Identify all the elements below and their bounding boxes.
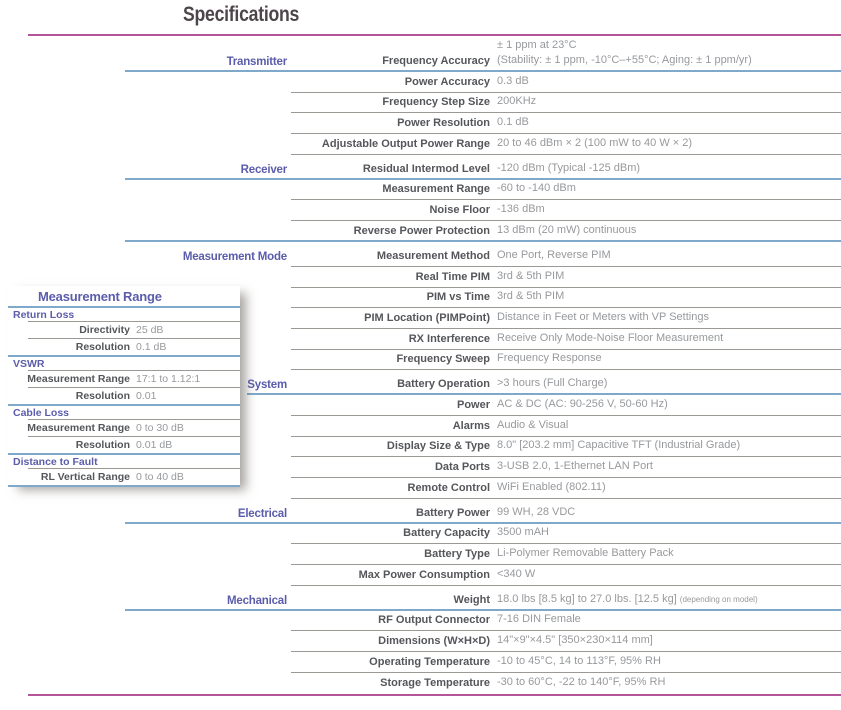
spec-row: [0, 499, 841, 524]
spec-row: [0, 200, 841, 221]
spec-row-value: [497, 612, 581, 627]
spec-value-line: -136 dBm: [497, 203, 545, 216]
spec-value-line: Audio & Visual: [497, 418, 569, 431]
spec-row-value: [497, 38, 752, 68]
bottom-divider: [28, 694, 841, 696]
spec-value-line: 99 WH, 28 VDC: [497, 505, 576, 518]
spec-value-line: AC & DC (AC: 90-256 V, 50-60 Hz): [497, 397, 668, 410]
section-label: Receiver: [240, 163, 287, 176]
spec-row: [0, 524, 841, 545]
panel-row: [8, 388, 240, 404]
spec-row-value: [497, 202, 545, 217]
panel-row-value: 0.01: [136, 390, 157, 402]
spec-row-label: Battery Type: [424, 548, 490, 561]
spec-row-label: Data Ports: [434, 461, 490, 473]
spec-row-value: [497, 592, 758, 607]
spec-value-line: ± 1 ppm at 23°C: [497, 39, 577, 51]
spec-row: [0, 611, 841, 632]
spec-row: [0, 155, 841, 180]
panel-row: [8, 437, 240, 453]
spec-row-value: [497, 633, 653, 648]
spec-value-line: 18.0 lbs [8.5 kg] to 27.0 lbs. [12.5 kg] (depending on model): [497, 592, 758, 605]
spec-row-value: [497, 269, 564, 284]
spec-row-value: [497, 397, 668, 412]
spec-value-line: -60 to -140 dBm: [497, 182, 576, 195]
spec-row-label: Power Resolution: [397, 117, 490, 130]
spec-value-line: <340 W: [497, 567, 536, 580]
spec-row-label: RX Interference: [408, 332, 490, 345]
panel-row: [8, 469, 240, 485]
spec-value-line: -10 to 45°C, 14 to 113°F, 95% RH: [497, 654, 661, 667]
spec-row-label: Noise Floor: [429, 204, 490, 217]
spec-row: [0, 72, 841, 93]
spec-row-label: Dimensions (W×H×D): [378, 635, 490, 648]
spec-row-label: Storage Temperature: [380, 676, 490, 689]
spec-row-label: Measurement Method: [376, 249, 490, 262]
spec-value-line: 3rd & 5th PIM: [497, 290, 565, 303]
spec-row-value: [497, 74, 529, 89]
spec-row-label: Battery Capacity: [403, 527, 490, 540]
panel-row-label: Resolution: [75, 390, 130, 402]
panel-row-value: 25 dB: [136, 324, 164, 336]
spec-row-label: RF Output Connector: [378, 614, 490, 627]
panel-row-label: Measurement Range: [27, 422, 130, 434]
spec-row: [0, 36, 841, 72]
spec-row: [0, 93, 841, 114]
spec-row-label: Remote Control: [407, 481, 490, 494]
spec-row-label: Power: [456, 398, 490, 411]
spec-row: [0, 221, 841, 242]
spec-row-label: Battery Power: [416, 506, 490, 519]
panel-row: [8, 420, 240, 436]
spec-value-line: 3-USB 2.0, 1-Ethernet LAN Port: [497, 460, 653, 472]
panel-row: [8, 371, 240, 387]
spec-value-line: Frequency Response: [497, 352, 602, 365]
measurement-range-panel: [8, 286, 240, 487]
spec-value-line: -120 dBm (Typical -125 dBm): [497, 161, 641, 174]
spec-row: [0, 586, 841, 611]
panel-row-label: Directivity: [79, 324, 130, 336]
spec-value-line: 20 to 46 dBm × 2 (100 mW to 40 W × 2): [497, 136, 693, 149]
spec-value-line: 3rd & 5th PIM: [497, 269, 565, 282]
panel-row: [8, 339, 240, 355]
spec-row-value: [497, 505, 575, 520]
spec-row-value: [497, 161, 640, 176]
spec-row-value: [497, 223, 636, 238]
spec-row-value: [497, 351, 602, 366]
spec-value-line: >3 hours (Full Charge): [497, 377, 608, 390]
panel-row-label: Resolution: [75, 341, 130, 353]
spec-row-value: [497, 136, 692, 151]
spec-row-value: [497, 654, 661, 669]
section-label: Electrical: [237, 507, 287, 520]
spec-row-value: [497, 459, 653, 474]
spec-row-value: [497, 376, 607, 391]
spec-value-line: (Stability: ± 1 ppm, -10°C–+55°C; Aging: ± 1 ppm/yr): [497, 54, 752, 66]
spec-row: [0, 565, 841, 586]
panel-row-label: Measurement Range: [27, 373, 130, 385]
spec-value-line: 3500 mAH: [497, 526, 549, 539]
spec-row-label: Adjustable Output Power Range: [321, 137, 490, 150]
spec-row-label: Battery Operation: [397, 378, 490, 391]
spec-row-label: Display Size & Type: [386, 440, 490, 453]
spec-value-line: Distance in Feet or Meters with VP Settings: [497, 310, 709, 323]
spec-row-label: Alarms: [452, 419, 490, 432]
spec-value-line: 0.1 dB: [497, 116, 529, 129]
section-label: Mechanical: [227, 594, 287, 607]
spec-value-line: 14"×9"×4.5" [350×230×114 mm]: [497, 634, 653, 647]
spec-row-value: [497, 525, 549, 540]
panel-row-value: 0 to 30 dB: [136, 422, 184, 434]
panel-row-label: RL Vertical Range: [40, 471, 130, 483]
spec-row-label: Reverse Power Protection: [353, 224, 490, 237]
spec-value-line: -30 to 60°C, -22 to 140°F, 95% RH: [497, 675, 666, 688]
spec-value-line: 0.3 dB: [497, 74, 529, 87]
spec-row-label: Frequency Sweep: [396, 353, 490, 366]
spec-row: [0, 631, 841, 652]
spec-row: [0, 267, 841, 288]
spec-row: [0, 242, 841, 267]
panel-group-label: VSWR: [13, 358, 45, 370]
spec-row-value: [497, 248, 611, 263]
panel-title: Measurement Range: [38, 289, 162, 304]
spec-value-line: 200KHz: [497, 95, 537, 108]
panel-row-label: Resolution: [75, 439, 130, 451]
spec-value-line: 8.0" [203.2 mm] Capacitive TFT (Industrial Grade): [497, 439, 741, 452]
spec-row-value: [497, 438, 740, 453]
spec-row-label: Frequency Accuracy: [382, 55, 490, 67]
spec-row-label: Real Time PIM: [415, 270, 490, 283]
section-label: Measurement Mode: [182, 250, 287, 263]
spec-row-value: [497, 675, 665, 690]
section-label: Transmitter: [226, 56, 287, 68]
spec-value-note: (depending on model): [679, 594, 758, 604]
panel-group-label: Cable Loss: [13, 407, 70, 419]
panel-row-value: 17:1 to 1.12:1: [136, 373, 201, 385]
panel-group-label: Return Loss: [13, 309, 75, 321]
spec-row-label: Residual Intermod Level: [362, 162, 490, 175]
spec-value-line: One Port, Reverse PIM: [497, 248, 611, 261]
spec-row: [0, 113, 841, 134]
spec-row-label: PIM vs Time: [426, 291, 490, 304]
section-label: System: [247, 379, 287, 392]
spec-row-label: Max Power Consumption: [358, 568, 490, 581]
spec-row: [0, 544, 841, 565]
spec-row-value: [497, 289, 564, 304]
spec-row-value: [497, 567, 535, 582]
spec-row-label: Power Accuracy: [404, 75, 490, 88]
spec-row-value: [497, 331, 723, 346]
spec-value-line: WiFi Enabled (802.11): [497, 480, 606, 493]
spec-row-label: Weight: [453, 593, 490, 606]
spec-row-label: Operating Temperature: [369, 655, 490, 668]
spec-row-value: [497, 418, 568, 433]
spec-value-line: 13 dBm (20 mW) continuous: [497, 223, 637, 236]
spec-row-value: [497, 546, 674, 561]
spec-row-value: [497, 94, 536, 109]
spec-row-value: [497, 181, 576, 196]
spec-row-label: PIM Location (PIMPoint): [364, 311, 490, 324]
spec-value-line: Li-Polymer Removable Battery Pack: [497, 547, 674, 560]
panel-groups: [8, 308, 240, 487]
spec-row: [0, 652, 841, 673]
spec-row: [0, 134, 841, 155]
spec-value-line: Receive Only Mode-Noise Floor Measurement: [497, 331, 724, 344]
spec-row-label: Measurement Range: [382, 183, 490, 196]
panel-row-value: 0 to 40 dB: [136, 471, 184, 483]
spec-row: [0, 180, 841, 201]
panel-row-value: 0.1 dB: [136, 341, 167, 353]
spec-row-label: Frequency Step Size: [382, 96, 490, 109]
panel-row: [8, 322, 240, 338]
spec-row-value: [497, 310, 709, 325]
page-title: Specifications: [183, 3, 300, 26]
spec-value-line: 7-16 DIN Female: [497, 613, 581, 626]
panel-row-value: 0.01 dB: [136, 439, 173, 451]
spec-row: [0, 673, 841, 694]
panel-group-divider: [8, 485, 240, 487]
spec-row-value: [497, 115, 529, 130]
spec-row-value: [497, 480, 606, 495]
panel-group-label: Distance to Fault: [13, 456, 98, 468]
